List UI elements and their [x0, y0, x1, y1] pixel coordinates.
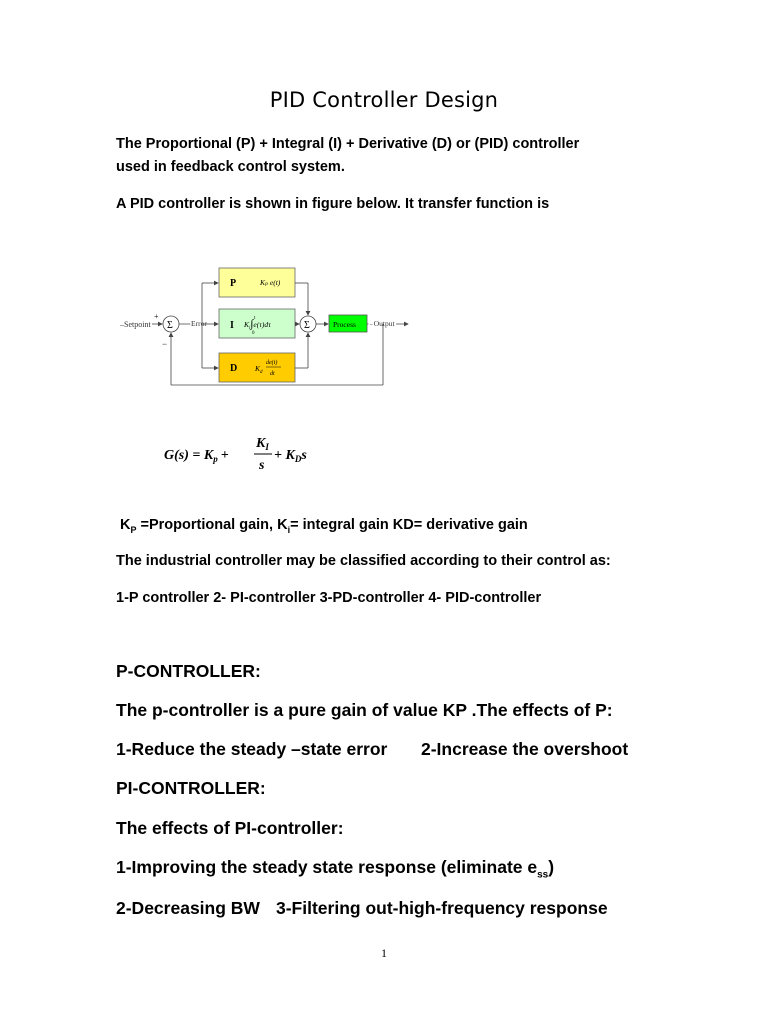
- intro-line-3: A PID controller is shown in figure below. It transfer function is: [116, 196, 550, 212]
- formula-kd-sub: D: [294, 454, 302, 464]
- i-label: I: [230, 320, 234, 331]
- plus-sign-1: +: [154, 312, 159, 321]
- formula-kp-sub: p: [213, 454, 218, 464]
- intro-line-1: The Proportional (P) + Integral (I) + Derivative (D) or (PID) controller: [116, 136, 580, 152]
- p-term: Kₚ e(t): [260, 278, 281, 287]
- d-term-den: dt: [270, 371, 275, 377]
- svg-text:KI: [255, 436, 269, 452]
- p-effect-1: 1-Reduce the steady –state error: [116, 739, 388, 759]
- pid-block-diagram: [118, 263, 418, 389]
- page-number: 1: [381, 946, 387, 960]
- svg-text:+ KDs: [274, 448, 307, 464]
- formula-plus-2: + K: [274, 448, 295, 463]
- d-term-k: $K_d$: [255, 364, 263, 375]
- formula-plus-1: +: [220, 448, 229, 463]
- gains-definition: $K_P$ =Proportional gain, $K_i=$ integral gain KD= derivative gain: [120, 517, 528, 535]
- d-label: D: [230, 363, 238, 374]
- i-term: $K_i\int e(\tau)d\tau$: [244, 318, 271, 331]
- p-label: P: [230, 278, 237, 289]
- p-effect-2: 2-Increase the overshoot: [421, 739, 629, 759]
- pi-effect-2: 2-Decreasing BW: [116, 898, 260, 918]
- transfer-function-formula: [164, 432, 334, 476]
- setpoint-label: –Setpoint: [120, 320, 151, 329]
- formula-kd-s: s: [301, 448, 307, 463]
- svg-text:G(s) = Kp+: [164, 448, 229, 464]
- intro-line-2: used in feedback control system.: [116, 159, 345, 175]
- page-title: PID Controller Design: [269, 88, 499, 112]
- classification-text: The industrial controller may be classified according to their control as:: [116, 553, 611, 569]
- controller-types-list: 1-P controller 2- PI-controller 3-PD-controller 4- PID-controller: [116, 590, 542, 606]
- formula-ki-sub: I: [265, 442, 269, 452]
- sigma-2: Σ: [304, 320, 310, 331]
- formula-lhs: G(s) = K: [164, 448, 214, 463]
- sigma-1: Σ: [167, 320, 173, 331]
- pi-controller-heading: PI-CONTROLLER:: [116, 778, 266, 798]
- p-controller-heading: P-CONTROLLER:: [116, 661, 261, 681]
- pi-effect-3: 3-Filtering out-high-frequency response: [276, 898, 608, 918]
- formula-ki-den: s: [259, 458, 265, 473]
- minus-sign: −: [162, 339, 168, 349]
- pi-effect-1: 1-Improving the steady state response (eliminate $e_{ss}$): [116, 857, 555, 881]
- i-lower-limit: 0: [252, 331, 255, 336]
- d-term-num: de(t): [266, 360, 278, 366]
- i-upper-limit: t: [254, 316, 256, 321]
- output-label: –Output: [370, 319, 395, 328]
- process-label: Process: [333, 320, 356, 329]
- pi-effects-heading: The effects of PI-controller:: [116, 818, 344, 838]
- p-controller-description: The p-controller is a pure gain of value KP .The effects of P:: [116, 700, 613, 720]
- error-label: Error: [191, 319, 207, 328]
- formula-ki-num: K: [256, 436, 266, 451]
